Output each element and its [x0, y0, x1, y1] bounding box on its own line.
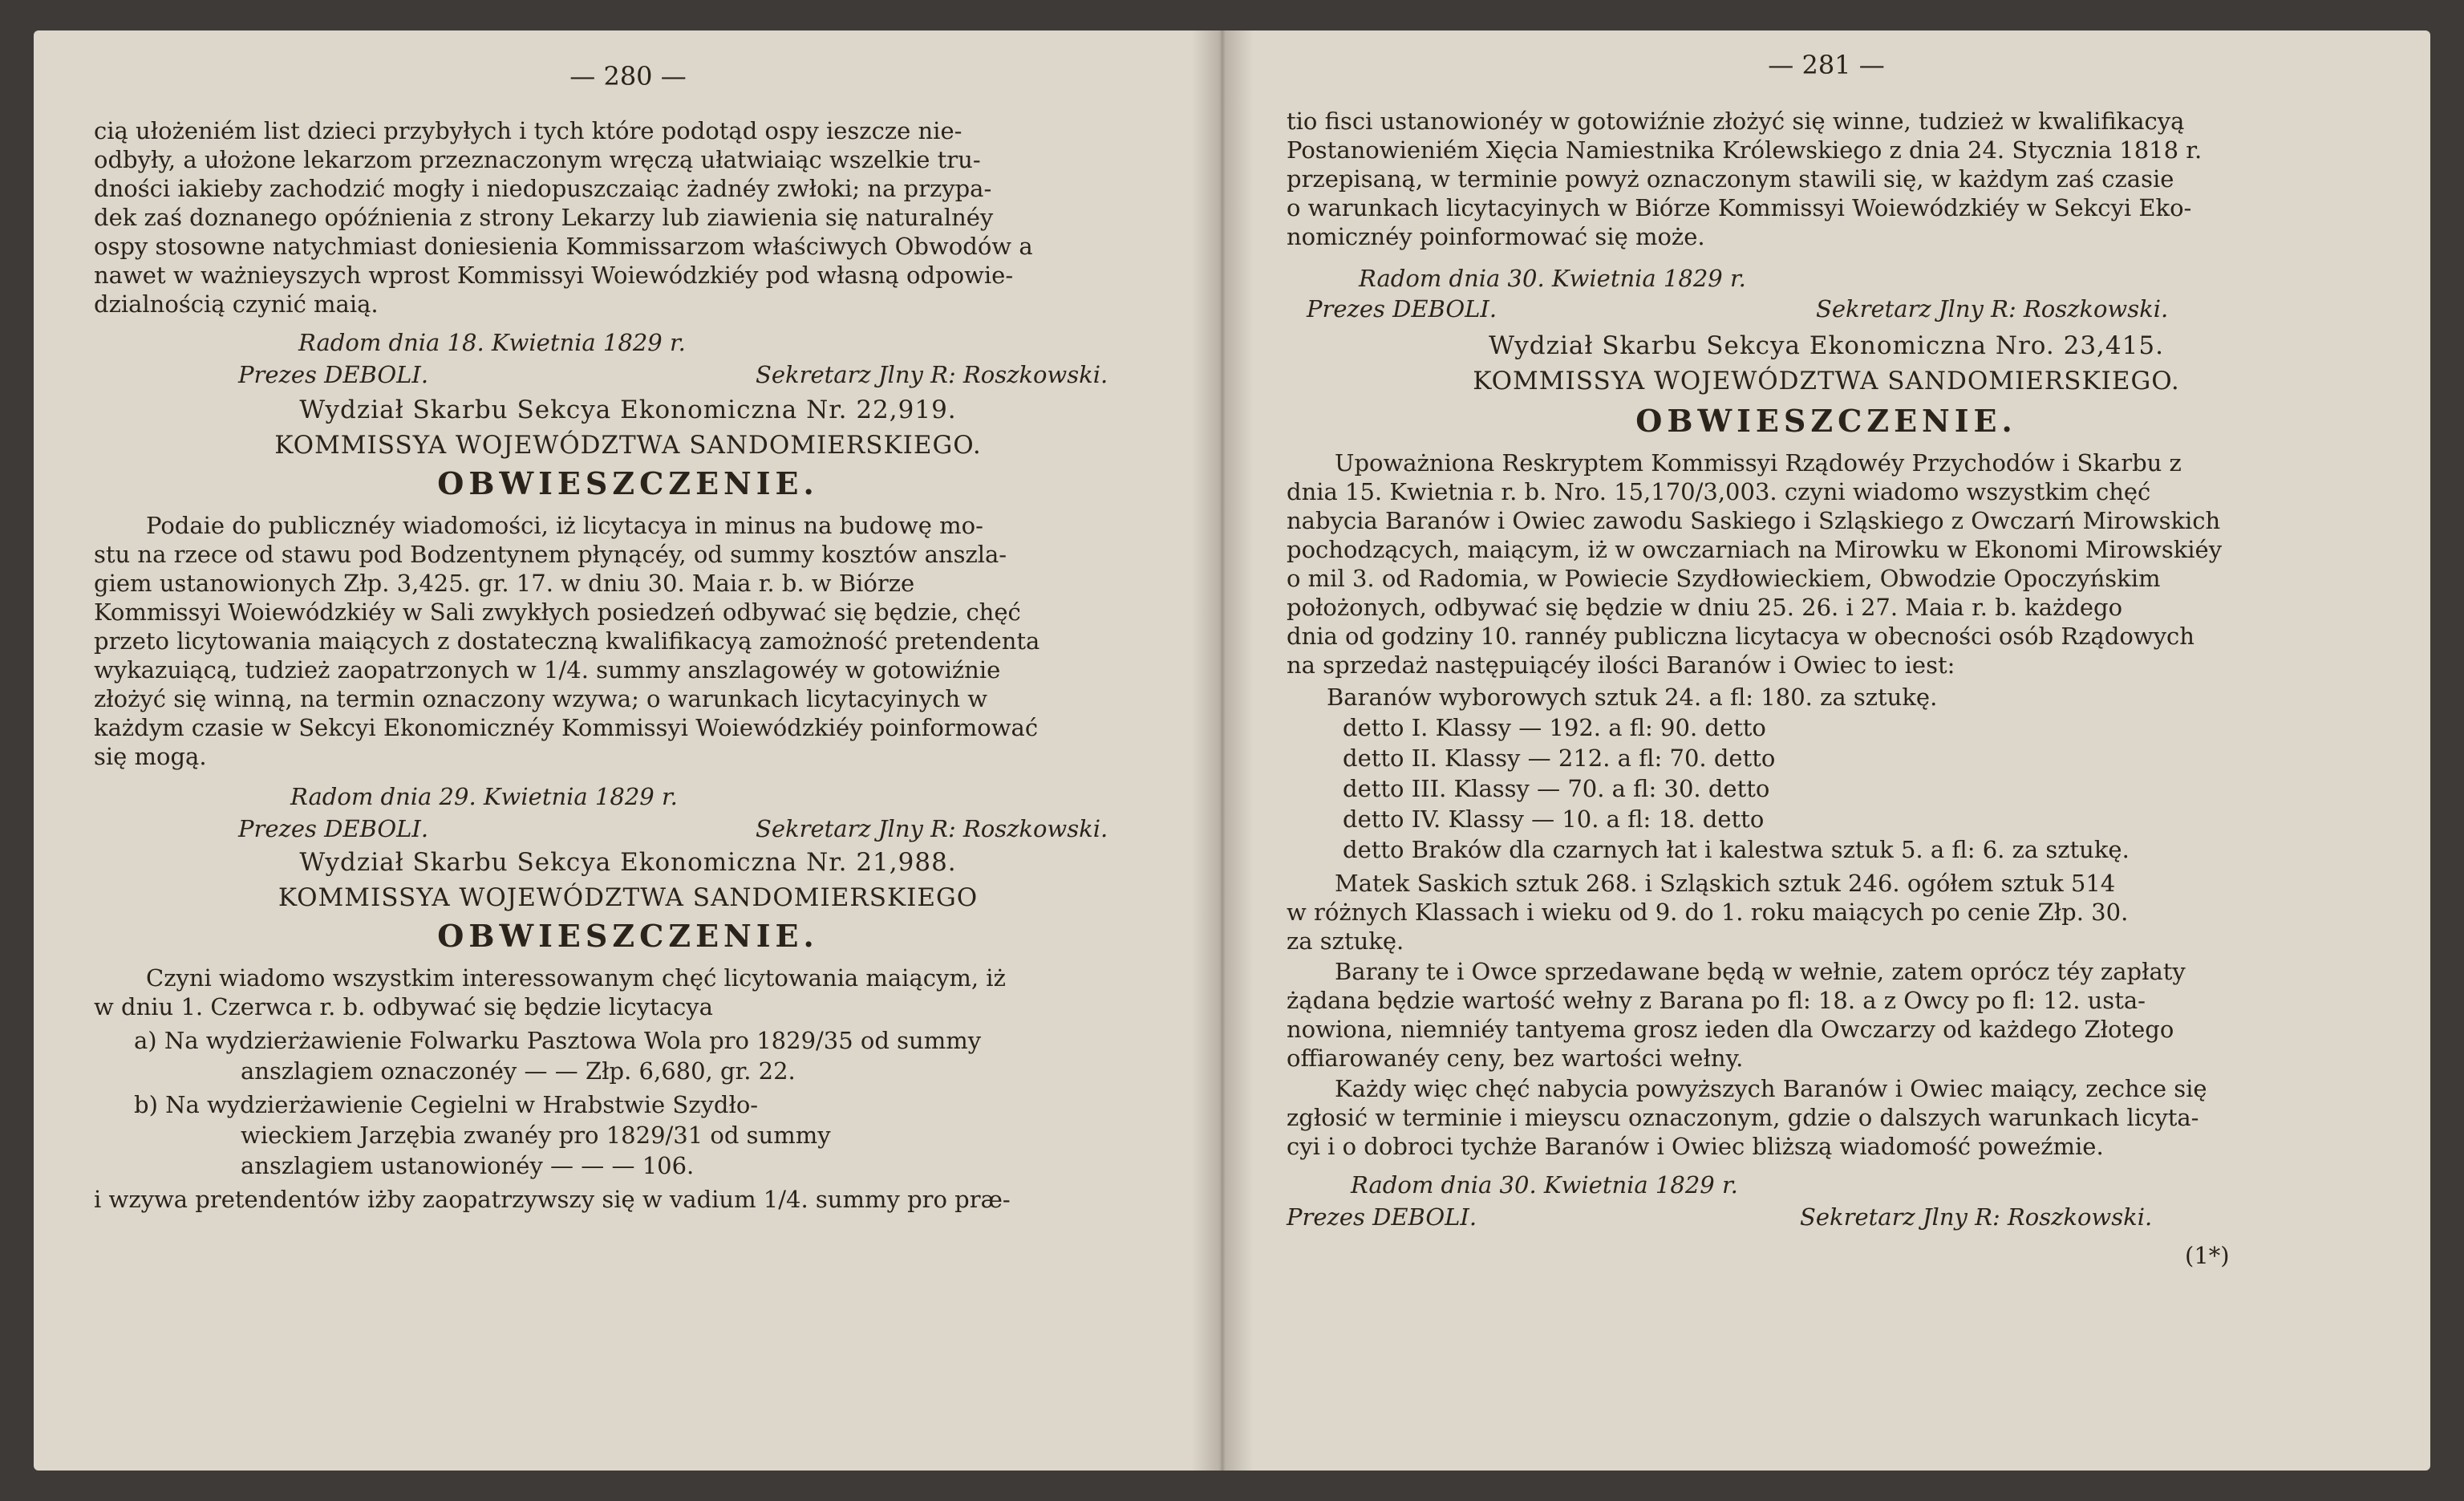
secretary-signature: Sekretarz Jlny R: Roszkowski. — [1800, 1203, 2153, 1231]
text-line: zgłosić w terminie i mieyscu oznaczonym, gdzie o dalszych warunkach licyta- — [1287, 1104, 2199, 1131]
text-line: dnia 15. Kwietnia r. b. Nro. 15,170/3,003. czyni wiadomo wszystkim chęć — [1287, 478, 2151, 505]
text-line: offiarowanéy ceny, bez wartości wełny. — [1287, 1045, 1744, 1072]
list-item: anszlagiem oznaczonéy — — Złp. 6,680, gr. 22. — [241, 1057, 796, 1085]
text-line: pochodzących, maiącym, iż w owczarniach na Mirowku w Ekonomi Mirowskiéy — [1287, 536, 2223, 563]
president-signature: Prezes DEBOLI. — [1307, 295, 1497, 323]
table-row: detto II. Klassy — 212. a fl: 70. detto — [1343, 744, 1776, 772]
text-line: przeto licytowania maiących z dostateczną kwalifikacyą zamożność pretendenta — [94, 627, 1040, 655]
signature-mark: (1*) — [2185, 1242, 2230, 1269]
list-item: b) Na wydzierżawienie Cegielni w Hrabstwie Szydło- — [134, 1091, 759, 1118]
text-line: cią ułożeniém list dzieci przybyłych i tych które podotąd ospy ieszcze nie- — [94, 117, 962, 144]
secretary-signature: Sekretarz Jlny R: Roszkowski. — [1816, 295, 2169, 323]
text-line: stu na rzece od stawu pod Bodzentynem płynącéy, od summy kosztów anszla- — [94, 541, 1007, 568]
secretary-signature: Sekretarz Jlny R: Roszkowski. — [756, 361, 1108, 388]
text-line: wykazuiącą, tudzież zaopatrzonych w 1/4. summy anszlagowéy w gotowiźnie — [94, 656, 1001, 684]
commission-heading: KOMMISSYA WOJEWÓDZTWA SANDOMIERSKIEGO — [278, 883, 979, 912]
date-line: Radom dnia 18. Kwietnia 1829 r. — [298, 329, 686, 356]
president-signature: Prezes DEBOLI. — [238, 361, 429, 388]
table-row: detto IV. Klassy — 10. a fl: 18. detto — [1343, 805, 1765, 833]
date-line: Radom dnia 30. Kwietnia 1829 r. — [1359, 265, 1746, 292]
text-line: w różnych Klassach i wieku od 9. do 1. roku maiących po cenie Złp. 30. — [1287, 899, 2129, 926]
text-line: nomicznéy poinformować się może. — [1287, 223, 1705, 250]
text-line: na sprzedaż następuiącéy ilości Baranów i Owiec to iest: — [1287, 651, 1955, 679]
president-signature: Prezes DEBOLI. — [1287, 1203, 1477, 1231]
date-line: Radom dnia 30. Kwietnia 1829 r. — [1351, 1171, 1738, 1199]
notice-title: OBWIESZCZENIE. — [437, 918, 819, 954]
text-line: nawet w ważnieyszych wprost Kommissyi Woiewódzkiéy pod własną odpowie- — [94, 262, 1014, 289]
commission-heading: KOMMISSYA WOJEWÓDZTWA SANDOMIERSKIEGO. — [1473, 367, 2180, 396]
table-row: detto Braków dla czarnych łat i kalestwa sztuk 5. a fl: 6. za sztukę. — [1343, 836, 2130, 863]
text-line: tio fisci ustanowionéy w gotowiźnie złożyć się winne, tudzież w kwalifikacyą — [1287, 108, 2185, 135]
text-line: cyi i o dobroci tychże Baranów i Owiec bliższą wiadomość poweźmie. — [1287, 1133, 2104, 1160]
text-line: Upoważniona Reskryptem Kommissyi Rządowéy Przychodów i Skarbu z — [1335, 449, 2182, 477]
text-line: Czyni wiadomo wszystkim interessowanym chęć licytowania maiącym, iż — [146, 964, 1006, 992]
list-item: wieckiem Jarzębia zwanéy pro 1829/31 od summy — [241, 1122, 831, 1149]
table-row: detto III. Klassy — 70. a fl: 30. detto — [1343, 775, 1770, 802]
department-line: Wydział Skarbu Sekcya Ekonomiczna Nr. 21,988. — [299, 848, 957, 877]
date-line: Radom dnia 29. Kwietnia 1829 r. — [290, 783, 678, 810]
text-line: się mogą. — [94, 743, 207, 770]
right-page — [1222, 30, 2430, 1471]
text-line: Kommissyi Woiewódzkiéy w Sali zwykłych posiedzeń odbywać się będzie, chęć — [94, 598, 1021, 626]
text-line: każdym czasie w Sekcyi Ekonomicznéy Kommissyi Woiewódzkiéy poinformować — [94, 714, 1039, 741]
text-line: nabycia Baranów i Owiec zawodu Saskiego i Szląskiego z Owczarń Mirowskich — [1287, 507, 2221, 534]
text-line: dności iakieby zachodzić mogły i niedopuszczaiąc żadnéy zwłoki; na przypa- — [94, 175, 992, 202]
text-line: ospy stosowne natychmiast doniesienia Kommissarzom właściwych Obwodów a — [94, 233, 1033, 260]
text-line: żądana będzie wartość wełny z Barana po fl: 18. a z Owcy po fl: 12. usta- — [1287, 987, 2146, 1014]
commission-heading: KOMMISSYA WOJEWÓDZTWA SANDOMIERSKIEGO. — [274, 431, 982, 460]
text-line: nowiona, niemniéy tantyema grosz ieden dla Owczarzy od każdego Złotego — [1287, 1016, 2174, 1043]
notice-title: OBWIESZCZENIE. — [1635, 403, 2017, 439]
text-line: dzialnością czynić maią. — [94, 290, 379, 318]
table-row: Baranów wyborowych sztuk 24. a fl: 180. za sztukę. — [1327, 684, 1938, 711]
text-line: za sztukę. — [1287, 927, 1404, 955]
text-line: Postanowieniém Xięcia Namiestnika Królewskiego z dnia 24. Stycznia 1818 r. — [1287, 136, 2203, 164]
list-item: a) Na wydzierżawienie Folwarku Pasztowa Wola pro 1829/35 od summy — [134, 1027, 982, 1054]
president-signature: Prezes DEBOLI. — [238, 815, 429, 842]
secretary-signature: Sekretarz Jlny R: Roszkowski. — [756, 815, 1108, 842]
text-line: o mil 3. od Radomia, w Powiecie Szydłowieckiem, Obwodzie Opoczyńskim — [1287, 565, 2161, 592]
text-line: Barany te i Owce sprzedawane będą w wełnie, zatem oprócz téy zapłaty — [1335, 958, 2186, 985]
list-item: anszlagiem ustanowionéy — — — 106. — [241, 1152, 695, 1179]
text-line: Matek Saskich sztuk 268. i Szląskich sztuk 246. ogółem sztuk 514 — [1335, 870, 2116, 897]
text-line: złożyć się winną, na termin oznaczony wzywa; o warunkach licytacyinych w — [94, 685, 988, 712]
department-line: Wydział Skarbu Sekcya Ekonomiczna Nro. 23,415. — [1489, 331, 2164, 360]
text-line: odbyły, a ułożone lekarzom przeznaczonym wręczą ułatwiaiąc wszelkie tru- — [94, 146, 981, 173]
text-line: dnia od godziny 10. rannéy publiczna licytacya w obecności osób Rządowych — [1287, 623, 2194, 650]
page-number: — 281 — — [1768, 50, 1885, 80]
department-line: Wydział Skarbu Sekcya Ekonomiczna Nr. 22,919. — [299, 396, 957, 424]
text-line: w dniu 1. Czerwca r. b. odbywać się będzie licytacya — [94, 993, 713, 1020]
text-line: Podaie do publicznéy wiadomości, iż licytacya in minus na budowę mo- — [146, 512, 983, 539]
text-line: o warunkach licytacyinych w Biórze Kommissyi Woiewódzkiéy w Sekcyi Eko- — [1287, 194, 2192, 221]
left-page — [34, 30, 1222, 1471]
text-line: dek zaś doznanego opóźnienia z strony Lekarzy lub ziawienia się naturalnéy — [94, 204, 994, 231]
text-line: Każdy więc chęć nabycia powyższych Baranów i Owiec maiący, zechce się — [1335, 1075, 2207, 1102]
text-line: i wzywa pretendentów iżby zaopatrzywszy się w vadium 1/4. summy pro præ- — [94, 1186, 1011, 1213]
table-row: detto I. Klassy — 192. a fl: 90. detto — [1343, 714, 1766, 741]
text-line: giem ustanowionych Złp. 3,425. gr. 17. w dniu 30. Maia r. b. w Biórze — [94, 570, 915, 597]
text-line: przepisaną, w terminie powyż oznaczonym stawili się, w każdym zaś czasie — [1287, 165, 2174, 193]
notice-title: OBWIESZCZENIE. — [437, 465, 819, 501]
page-number: — 280 — — [569, 61, 687, 91]
text-line: położonych, odbywać się będzie w dniu 25. 26. i 27. Maia r. b. każdego — [1287, 594, 2123, 621]
